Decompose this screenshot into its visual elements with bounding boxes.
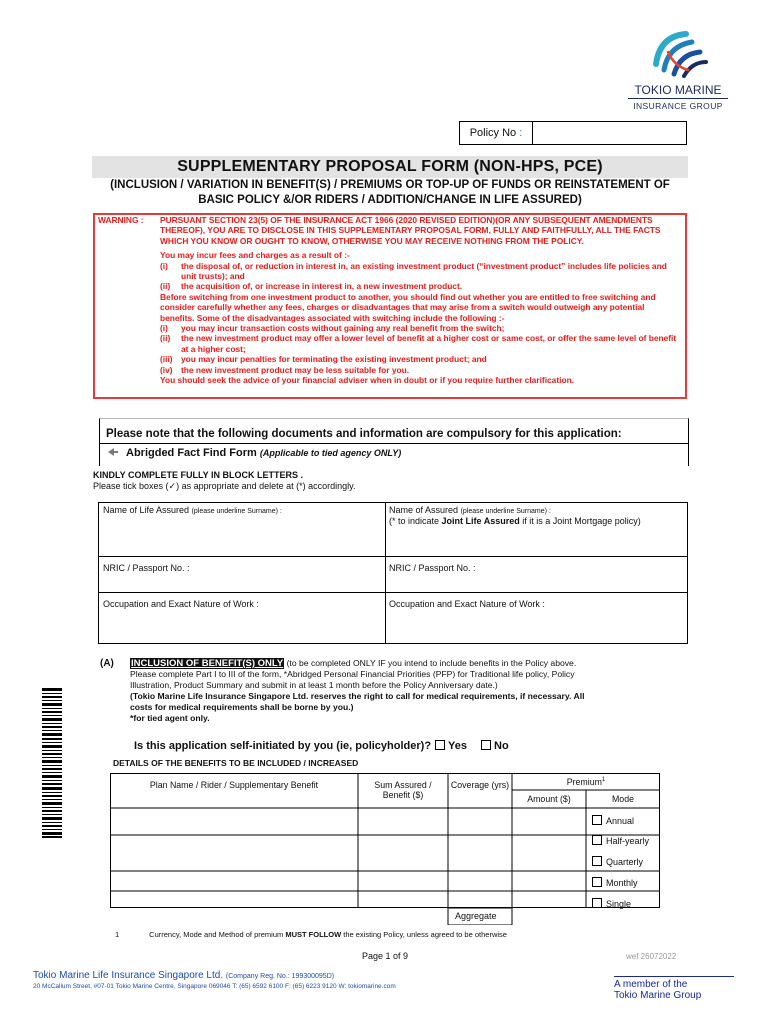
page-subtitle: (INCLUSION / VARIATION IN BENEFIT(S) / PREMIUMS OR TOP-UP OF FUNDS OR REINSTATEMENT OF BASIC POLICY &/OR RIDERS / ADDITION/CHANGE IN LIFE ASSURED) [110,179,670,206]
joint-life-note: (* to indicate Joint Life Assured if it is a Joint Mortgage policy) [389,516,641,526]
arrow-bullet-icon [108,448,118,456]
col-amount-header: Amount ($) [527,794,571,804]
page-number: Page 1 of 9 [361,951,409,961]
occupation-left-field[interactable]: Occupation and Exact Nature of Work : [103,599,259,609]
warning-para: PURSUANT SECTION 23(5) OF THE INSURANCE ACT 1966 (2020 REVISED EDITION)(OR ANY SUBSEQUENT AMENDMENTS THEREOF), YOU ARE TO DISCLOSE IN THIS SUPPLEMENTARY PROPOSAL FORM, FULLY AND FAITHFULLY, ALL THE FACTS WHICH YOU KNOW OR OUGHT TO KNOW, OTHERWISE YOU MAY RECEIVE NOTHING FROM THE POLICY. [160,215,661,246]
mode-annual[interactable]: Annual [592,815,634,826]
member-tagline: A member of the Tokio Marine Group [614,976,734,1001]
disadvantage-item: (iii) you may incur penalties for terminating the existing investment product; and [160,354,487,365]
version-label: wef 26072022 [626,952,677,961]
col-plan-header: Plan Name / Rider / Supplementary Benefit [149,780,319,790]
company-name: Tokio Marine Life Insurance Singapore Ltd. (Company Reg. No.: 199300095D) [33,970,335,981]
mode-monthly[interactable]: Monthly [592,877,638,888]
tick-instruction: Please tick boxes (✓) as appropriate and delete at (*) accordingly. [93,481,356,491]
self-initiated-question: Is this application self-initiated by you (ie, policyholder)? Yes No [134,740,509,752]
details-heading: DETAILS OF THE BENEFITS TO BE INCLUDED / INCREASED [113,758,359,768]
warning-label: WARNING : [98,215,144,225]
nric-right-field[interactable]: NRIC / Passport No. : [389,563,476,573]
section-a-heading: INCLUSION OF BENEFIT(S) ONLY [131,658,284,669]
footnote: 1 Currency, Mode and Method of premium MUST FOLLOW the existing Policy, unless agreed to be otherwise [115,930,507,939]
life-assured-field[interactable]: Name of Life Assured (please underline Surname) : [103,505,282,515]
section-a-letter: (A) [100,658,114,669]
occupation-right-field[interactable]: Occupation and Exact Nature of Work : [389,599,545,609]
compulsory-item: Abrigded Fact Find Form (Applicable to tied agency ONLY) [108,447,401,459]
assured-name-field[interactable]: Name of Assured (please underline Surname) : [389,505,551,515]
assured-details-grid [98,502,688,644]
mode-single[interactable]: Single [592,898,631,909]
page-title: SUPPLEMENTARY PROPOSAL FORM (NON-HPS, PCE) [177,158,603,175]
disadvantage-item: (i) you may incur transaction costs without gaining any real benefit from the switch; [160,323,505,334]
policy-number-label: Policy No : [460,122,533,144]
fees-intro: You may incur fees and charges as a result of :- [160,250,350,261]
nric-left-field[interactable]: NRIC / Passport No. : [103,563,190,573]
section-a-text: INCLUSION OF BENEFIT(S) ONLY (to be completed ONLY IF you intend to include benefits in the Policy above. Please complete Part I to III of the form, *Abridged Personal Financial Priorities (PFP) for Traditional life policy, Policy Illustration, Product Summary and submit in at least 1 month before the Policy Anniversary date.) (Tokio Marine Life Insurance Singapore Ltd. reserves the right to call for medical requirements, if necessary. All costs for medical requirements shall be borne by you.) *for tied agent only. [130,658,585,723]
no-checkbox[interactable] [481,740,491,750]
advice-text: You should seek the advice of your financial adviser when in doubt or if you require further clarification. [160,375,575,386]
compulsory-divider [99,443,689,444]
grid-divider [99,592,687,593]
fees-item: (ii) the acquisition of, or increase in interest in, a new investment product. [160,281,463,292]
brand-text [628,84,728,112]
mode-quarterly[interactable]: Quarterly [592,856,643,867]
brand-line2: INSURANCE GROUP [628,98,728,112]
grid-divider [385,503,386,643]
policy-number-box[interactable] [459,121,687,145]
yes-checkbox[interactable] [435,740,445,750]
col-sum-header: Sum Assured / Benefit ($) [374,780,432,800]
col-premium-header: Premium$^1$ [566,776,606,787]
switch-intro: Before switching from one investment product to another, you should find out whether you are entitled to free switching and consider carefully whether any fees, charges or disadvantages that may arise from a switch would outweigh any potential benefits. Some of the disadvantages associated with switching include the following :- [160,291,656,323]
fees-item: (i) the disposal of, or reduction in interest in, an existing investment product (“investment product” includes life policies and unit trusts); and [160,260,667,282]
aggregate-label: Aggregate [455,911,497,921]
col-mode-header: Mode [611,794,634,804]
col-coverage-header: Coverage (yrs) [450,780,510,790]
mode-half-yearly[interactable]: Half-yearly [592,835,649,846]
block-letters-instruction: KINDLY COMPLETE FULLY IN BLOCK LETTERS . [93,470,304,480]
disadvantage-item: (ii) the new investment product may offer a lower level of benefit at a higher cost or same cost, or offer the same level of benefit at a higher cost; [160,333,677,354]
tokio-marine-logo-icon [628,26,728,86]
company-address: 20 McCallum Street, #07-01 Tokio Marine Centre, Singapore 069046 T: (65) 6592 6100 F: (65) 6223 9120 W: tokiomarine.com [33,983,396,990]
barcode-icon [42,688,62,838]
compulsory-title: Please note that the following documents and information are compulsory for this application: [106,428,622,440]
warning-text [160,215,680,386]
disadvantage-item: (iv) the new investment product may be less suitable for you. [160,364,410,375]
brand-line1: TOKIO MARINE [634,83,722,97]
grid-divider [99,556,687,557]
